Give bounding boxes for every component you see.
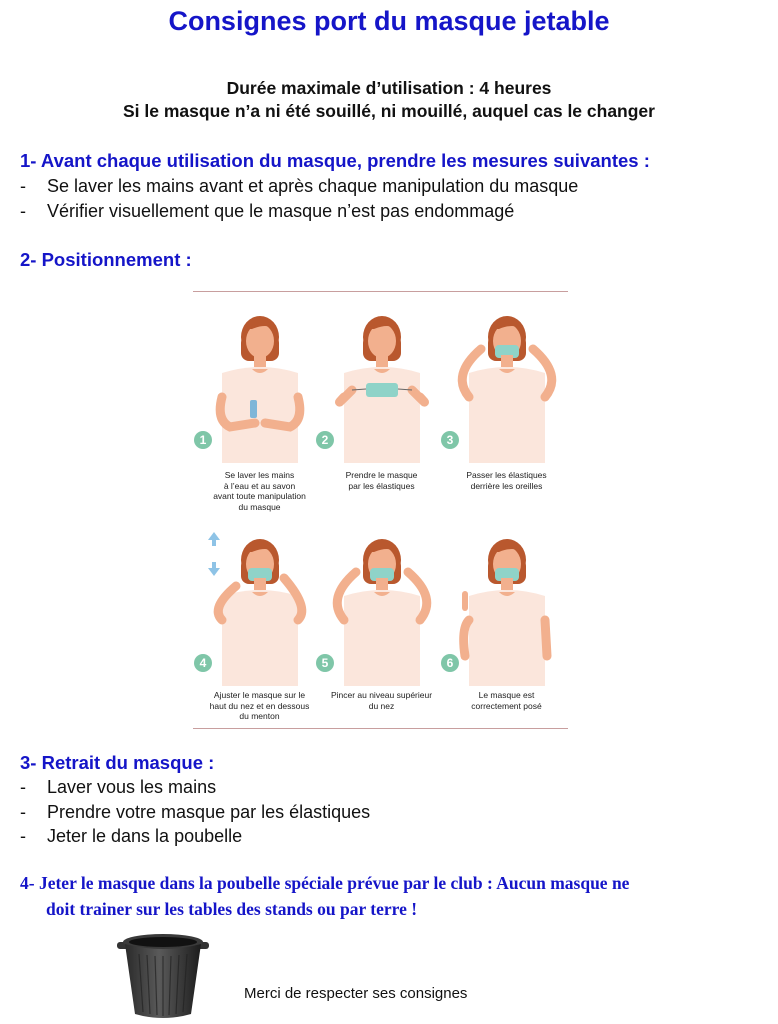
step-number-badge: 4 bbox=[194, 654, 212, 672]
change-condition: Si le masque n’a ni été souillé, ni mouillé, auquel cas le changer bbox=[123, 101, 655, 121]
step-1-illustration bbox=[200, 305, 320, 465]
list-item: - Jeter le dans la poubelle bbox=[20, 826, 243, 846]
section4-line1: 4- Jeter le masque dans la poubelle spéciale prévue par le club : Aucun masque ne bbox=[20, 873, 630, 893]
max-duration: Durée maximale d’utilisation : 4 heures bbox=[226, 78, 552, 98]
step-number-badge: 2 bbox=[316, 431, 334, 449]
section3-heading: 3- Retrait du masque : bbox=[20, 752, 215, 773]
section2-heading: 2- Positionnement : bbox=[20, 249, 192, 270]
step-caption: Prendre le masque par les élastiques bbox=[345, 470, 418, 491]
list-item: - Laver vous les mains bbox=[20, 777, 217, 797]
step-caption: Passer les élastiques derrière les oreilles bbox=[466, 470, 547, 491]
step-5-illustration bbox=[322, 528, 442, 688]
step-caption: Ajuster le masque sur le haut du nez et en dessous du menton bbox=[209, 690, 310, 721]
footer-thanks: Merci de respecter ses consignes bbox=[244, 985, 468, 1002]
step-3-illustration bbox=[447, 305, 567, 465]
step-caption: Pincer au niveau supérieur du nez bbox=[330, 690, 433, 711]
section1-heading: 1- Avant chaque utilisation du masque, prendre les mesures suivantes : bbox=[20, 150, 650, 171]
illustration-top-rule bbox=[193, 291, 568, 292]
step-number-badge: 5 bbox=[316, 654, 334, 672]
list-item: - Vérifier visuellement que le masque n’est pas endommagé bbox=[20, 201, 515, 221]
up-down-arrow-icon bbox=[207, 532, 221, 576]
step-6-illustration bbox=[447, 528, 567, 688]
list-item: - Prendre votre masque par les élastiques bbox=[20, 802, 371, 822]
step-2-illustration bbox=[322, 305, 442, 465]
step-number-badge: 3 bbox=[441, 431, 459, 449]
page-title: Consignes port du masque jetable bbox=[168, 6, 610, 36]
illustration-bottom-rule bbox=[193, 728, 568, 729]
trash-bin-icon bbox=[115, 930, 211, 1022]
step-caption: Le masque est correctement posé bbox=[471, 690, 542, 711]
step-number-badge: 6 bbox=[441, 654, 459, 672]
step-caption: Se laver les mains à l’eau et au savon avant toute manipulation du masque bbox=[213, 470, 306, 512]
section4-line2: doit trainer sur les tables des stands ou par terre ! bbox=[46, 899, 418, 919]
step-number-badge: 1 bbox=[194, 431, 212, 449]
list-item: - Se laver les mains avant et après chaque manipulation du masque bbox=[20, 176, 579, 196]
